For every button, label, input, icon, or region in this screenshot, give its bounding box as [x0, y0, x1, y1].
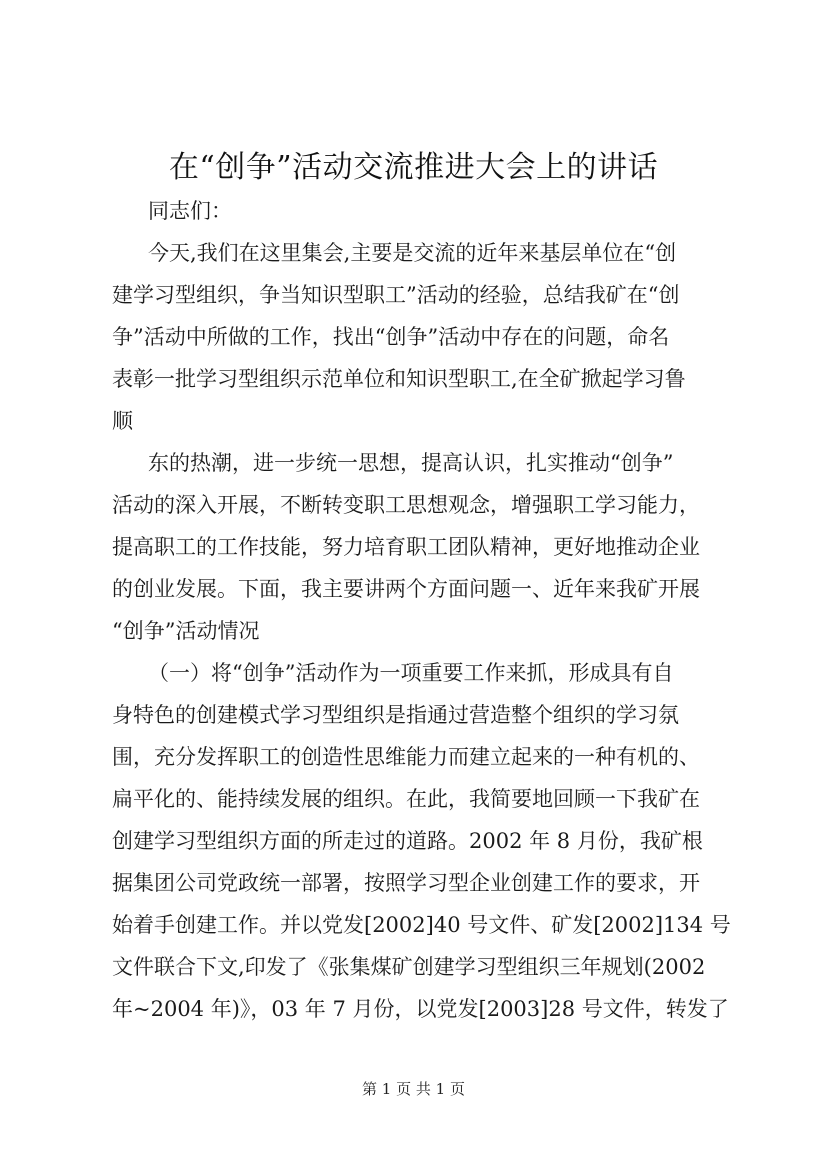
text-line: 文件联合下文,印发了《张集煤矿创建学习型组织三年规划(2002 [112, 955, 706, 979]
text-line: 今天,我们在这里集会,主要是交流的近年来基层单位在“创 [148, 241, 677, 265]
text-line: 据集团公司党政统一部署，按照学习型企业创建工作的要求，开 [112, 871, 700, 895]
page-footer: 第 1 页 共 1 页 [362, 1080, 465, 1098]
text-line: 围，充分发挥职工的创造性思维能力而建立起来的一种有机的、 [112, 745, 700, 769]
text-line: 东的热潮，进一步统一思想，提高认识，扎实推动“创争” [148, 451, 674, 475]
text-line: 的创业发展。下面，我主要讲两个方面问题一、近年来我矿开展 [112, 577, 700, 601]
text-line: 争”活动中所做的工作，找出“创争”活动中存在的问题，命名 [112, 325, 670, 349]
text-line: 提高职工的工作技能，努力培育职工团队精神，更好地推动企业 [112, 535, 700, 559]
text-line: 始着手创建工作。并以党发[2002]40 号文件、矿发[2002]134 号 [112, 913, 731, 937]
text-line: 活动的深入开展，不断转变职工思想观念，增强职工学习能力， [112, 493, 700, 517]
document-title: 在“创争”活动交流推进大会上的讲话 [168, 150, 659, 185]
text-line: 顺 [112, 409, 133, 433]
text-line: 创建学习型组织方面的所走过的道路。2002 年 8 月份，我矿根 [112, 829, 703, 853]
text-line: 同志们： [148, 199, 232, 223]
text-line: 身特色的创建模式学习型组织是指通过营造整个组织的学习氛 [112, 703, 679, 727]
text-line: 建学习型组织，争当知识型职工”活动的经验，总结我矿在“创 [112, 283, 680, 307]
text-line: “创争”活动情况 [112, 619, 260, 643]
text-line: 扁平化的、能持续发展的组织。在此，我简要地回顾一下我矿在 [112, 787, 700, 811]
text-line: （一）将“创争”活动作为一项重要工作来抓，形成具有自 [148, 661, 674, 685]
text-line: 表彰一批学习型组织示范单位和知识型职工,在全矿掀起学习鲁 [112, 367, 686, 391]
text-line: 年~2004 年)》，03 年 7 月份，以党发[2003]28 号文件，转发了 [112, 997, 729, 1021]
